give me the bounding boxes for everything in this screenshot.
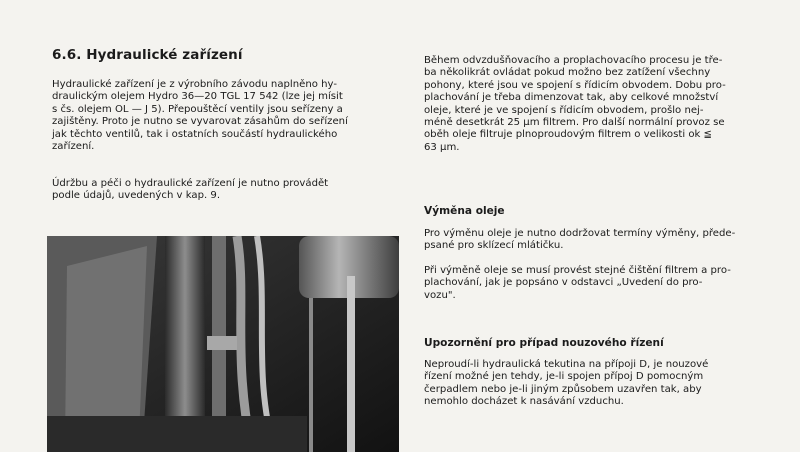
right-paragraph-flushing: Během odvzdušňovacího a proplachovacího procesu je tře- ba několikrát ovládat pokud možno bez zatížení všechny pohony, které jsou ve spojení s řídicím obvodem. Dobu pro- plachování je třeba dimenzovat tak, aby celkové množství oleje, které je ve spojení s řídicím obvodem, prošlo nej- méně desetkrát 25 µm filtrem. Pro další normální provoz se oběh oleje filtruje plnoproudovým filtrem o velikosti ok ≦ 63 µm. xyxy=(424,55,726,153)
hydraulic-equipment-photo xyxy=(47,236,399,452)
heading-oil-change: Výměna oleje xyxy=(424,205,505,217)
right-paragraph-oil-change-intervals: Pro výměnu oleje je nutno dodržovat termíny výměny, přede- psané pro sklízecí mlátičku. xyxy=(424,228,736,252)
right-paragraph-emergency-steering: Neproudí-li hydraulická tekutina na přípoji D, je nouzové řízení možné jen tehdy, je-li spojen přípoj D pomocným čerpadlem nebo je-li jiným způsobem uzavřen tak, aby nemohlo docházet k nasávání vzduchu. xyxy=(424,359,709,408)
heading-emergency-steering: Upozornění pro případ nouzového řízení xyxy=(424,337,664,349)
left-paragraph-intro: Hydraulické zařízení je z výrobního závodu naplněno hy- draulickým olejem Hydro 36—20 TGL 17 542 (lze jej mísit s čs. olejem OL — J 5). Přepouštěcí ventily jsou seřízeny a zajištěny. Proto je nutno se vyvarovat zásahům do seřízení jak těchto ventilů, tak i ostatních součástí hydraulického zařízení. xyxy=(52,79,348,153)
photo-illustration xyxy=(47,236,399,452)
section-title: 6.6. Hydraulické zařízení xyxy=(52,47,243,63)
right-paragraph-oil-change-filtering: Při výměně oleje se musí provést stejné čištění filtrem a pro- plachování, jak je popsáno v odstavci „Uvedení do pro- vozu". xyxy=(424,265,731,301)
left-paragraph-maintenance: Údržbu a péči o hydraulické zařízení je nutno provádět podle údajů, uvedených v kap. 9. xyxy=(52,178,329,202)
